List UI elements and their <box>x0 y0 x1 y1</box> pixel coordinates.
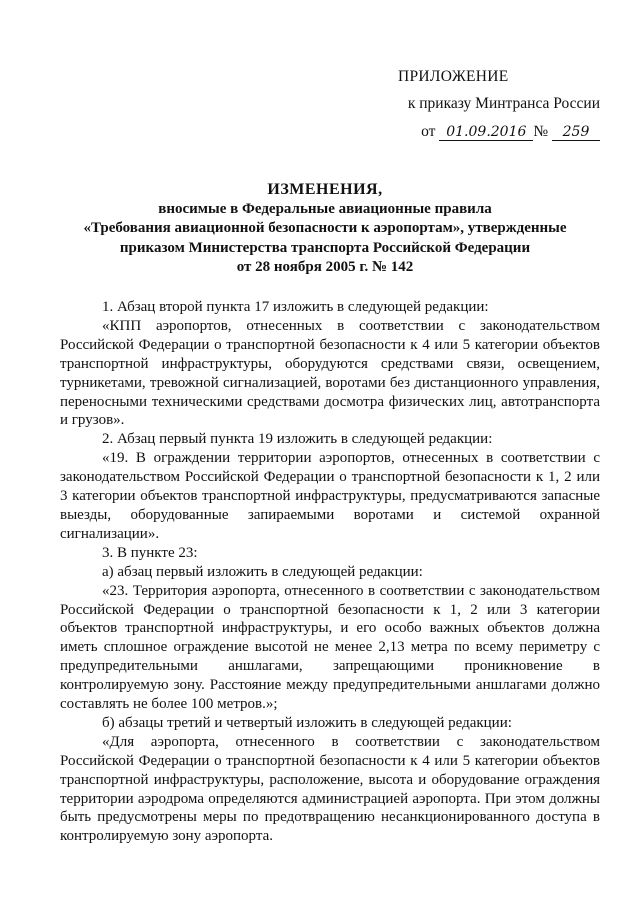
title-line-3: приказом Министерства транспорта Российской Федерации <box>119 239 531 256</box>
title-line-1: вносимые в Федеральные авиационные правила <box>158 200 492 217</box>
title-line-4: от 28 ноября 2005 г. № 142 <box>236 259 414 275</box>
paragraph: б) абзацы третий и четвертый изложить в следующей редакции: <box>102 714 512 731</box>
handwritten-date: 01.09.2016 <box>439 124 533 141</box>
paragraph: «КПП аэропортов, отнесенных в соответствии с законодательством Российской Федерации о транспортной безопасности к 4 или 5 категории объектов транспортной инфраструктуры, оборудуются средствами связи, освещением, турникетами, тревожной сигнализацией, воротами без дистанционного управления, переносными техническими средствами досмотра физических лиц, автотранспорта и грузов». <box>60 317 600 429</box>
paragraph: 1. Абзац второй пункта 17 изложить в следующей редакции: <box>102 299 489 315</box>
number-sign: № <box>533 123 549 140</box>
handwritten-number: 259 <box>552 124 600 141</box>
paragraph: 2. Абзац первый пункта 19 изложить в следующей редакции: <box>102 431 493 448</box>
paragraph: «Для аэропорта, отнесенного в соответствии с законодательством Российской Федерации о транспортной безопасности к 4 или 5 категории объектов транспортной инфраструктуры, расположение, высота и оборудование ограждения территории аэродрома определяются администрацией аэропорта. При этом должны быть предусмотрены меры по предотвращению несанкционированного доступа в контролируемую зону аэропорта. <box>60 733 600 845</box>
order-date-number <box>350 120 600 144</box>
paragraph: 3. В пункте 23: <box>102 544 198 561</box>
from-prefix: от <box>421 123 436 140</box>
title-line-2: «Требования авиационной безопасности к аэропортам», утвержденные <box>83 220 567 236</box>
document-title <box>60 180 590 278</box>
paragraph: «19. В ограждении территории аэропортов, отнесенных в соответствии с законодательством Российской Федерации о транспортной безопасности к 1, 2 или 3 категории объектов транспортной инфраструктуры, предусматриваются запасные выезды, оборудованные запираемыми воротами и системой охранной сигнализации». <box>60 450 600 542</box>
paragraph: «23. Территория аэропорта, отнесенного в соответствии с законодательством Российской Федерации о транспортной безопасности к 1, 2 или 3 категории объектов транспортной инфраструктуры, и его особо важных объектов должна иметь сплошное ограждение высотой не менее 2,13 метра по всему периметру с предупредительными аншлагами, запрещающими проникновение в контролируемую зону. Расстояние между предупредительными аншлагами должно составлять не более 100 метров.»; <box>60 582 600 713</box>
document-body <box>60 298 600 846</box>
appendix-title: ПРИЛОЖЕНИЕ <box>398 68 509 85</box>
order-reference: к приказу Минтранса России <box>407 95 600 112</box>
appendix-header <box>350 66 600 144</box>
paragraph: а) абзац первый изложить в следующей редакции: <box>102 563 423 580</box>
title-heading: ИЗМЕНЕНИЯ, <box>267 181 383 198</box>
